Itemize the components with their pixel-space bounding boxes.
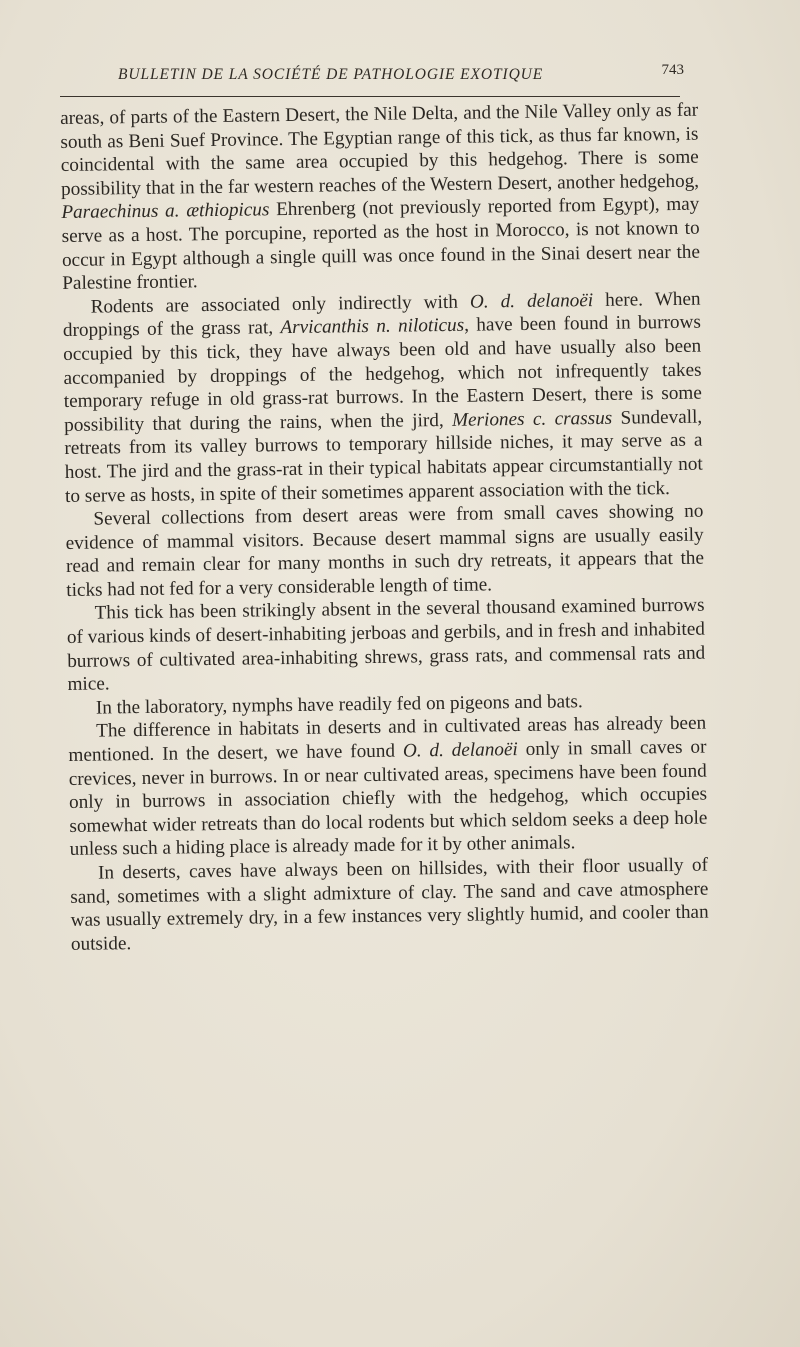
body-text	[60, 99, 709, 957]
text-run: , have been found in burrows occupied by this tick, they have always been old and have usually also been accompanied by droppings of the hedgehog, which not infrequently takes temporary refuge in old grass-rat burrows. In the Eastern Desert, there is some possibility that during the rains, when the jird,	[63, 311, 702, 436]
text-run: here. When droppings of the grass rat,	[62, 288, 701, 342]
italic-term: Meriones c. crassus	[451, 407, 613, 431]
text-run: This tick has been strikingly absent in the several thousand examined burrows of various kinds of desert-inhabiting jerboas and gerbils, and in fresh and inhabited burrows of cultivated area-inhabiting shrews, grass rats, and commensal rats and mice.	[66, 595, 706, 696]
paragraph-4	[66, 594, 705, 697]
header-rule	[60, 96, 680, 97]
paragraph-1	[60, 99, 700, 296]
paragraph-6	[68, 712, 708, 862]
paragraph-2	[62, 287, 703, 508]
text-run: Rodents are associated only indirectly with	[90, 291, 471, 318]
paragraph-7	[70, 854, 709, 957]
text-run: areas, of parts of the Eastern Desert, the Nile Delta, and the Nile Valley only as far south as Beni Suef Province. The Egyptian range of this tick, as thus far known, is coincidental with the same area occupied by this hedgehog. There is some possibility that in the far western reaches of the Western Desert, another hedgehog,	[60, 99, 700, 200]
italic-term: O. d. delanoëi	[469, 289, 594, 313]
text-run: Ehrenberg (not previously reported from Egypt), may serve as a host. The porcupine, reported as the host in Morocco, is not known to occur in Egypt although a single quill was once found in the Sinai desert near the Palestine frontier.	[61, 194, 701, 295]
text-run: Sundevall, retreats from its valley burrows to temporary hillside niches, it may serve as a host. The jird and the grass-rat in their typical habitats appear circumstantially not to serve as hosts, in spite of their sometimes apparent association with the tick.	[64, 406, 703, 507]
text-run: Several collections from desert areas were from small caves showing no evidence of mammal visitors. Because desert mammal signs are usually easily read and remain clear for many months in such dry retreats, it appears that the ticks had not fed for a very considerable length of time.	[65, 500, 705, 601]
italic-term: O. d. delanoëi	[402, 739, 518, 762]
italic-term: Paraechinus a. æthiopicus	[61, 199, 270, 224]
journal-title: BULLETIN DE LA SOCIÉTÉ DE PATHOLOGIE EXOTIQUE	[118, 66, 544, 83]
running-head	[118, 62, 684, 88]
paragraph-3	[65, 500, 704, 603]
text-run: only in small caves or crevices, never in burrows. In or near cultivated areas, specimens have been found only in burrows in association chiefly with the hedgehog, which occupies somewhat wider retreats than do local rodents but which seldom seeks a deep hole unless such a hiding place is already made for it by other animals.	[68, 736, 708, 861]
page-number: 743	[661, 62, 684, 78]
text-run: The difference in habitats in deserts and in cultivated areas has already been mentioned. In the desert, we have found	[68, 713, 707, 766]
text-run: In deserts, caves have always been on hillsides, with their floor usually of sand, sometimes with a slight admixture of clay. The sand and cave atmosphere was usually extremely dry, in a few instances very slightly humid, and cooler than outside.	[70, 854, 709, 955]
text-run: In the laboratory, nymphs have readily fed on pigeons and bats.	[95, 691, 583, 719]
italic-term: Arvicanthis n. niloticus	[280, 315, 465, 339]
